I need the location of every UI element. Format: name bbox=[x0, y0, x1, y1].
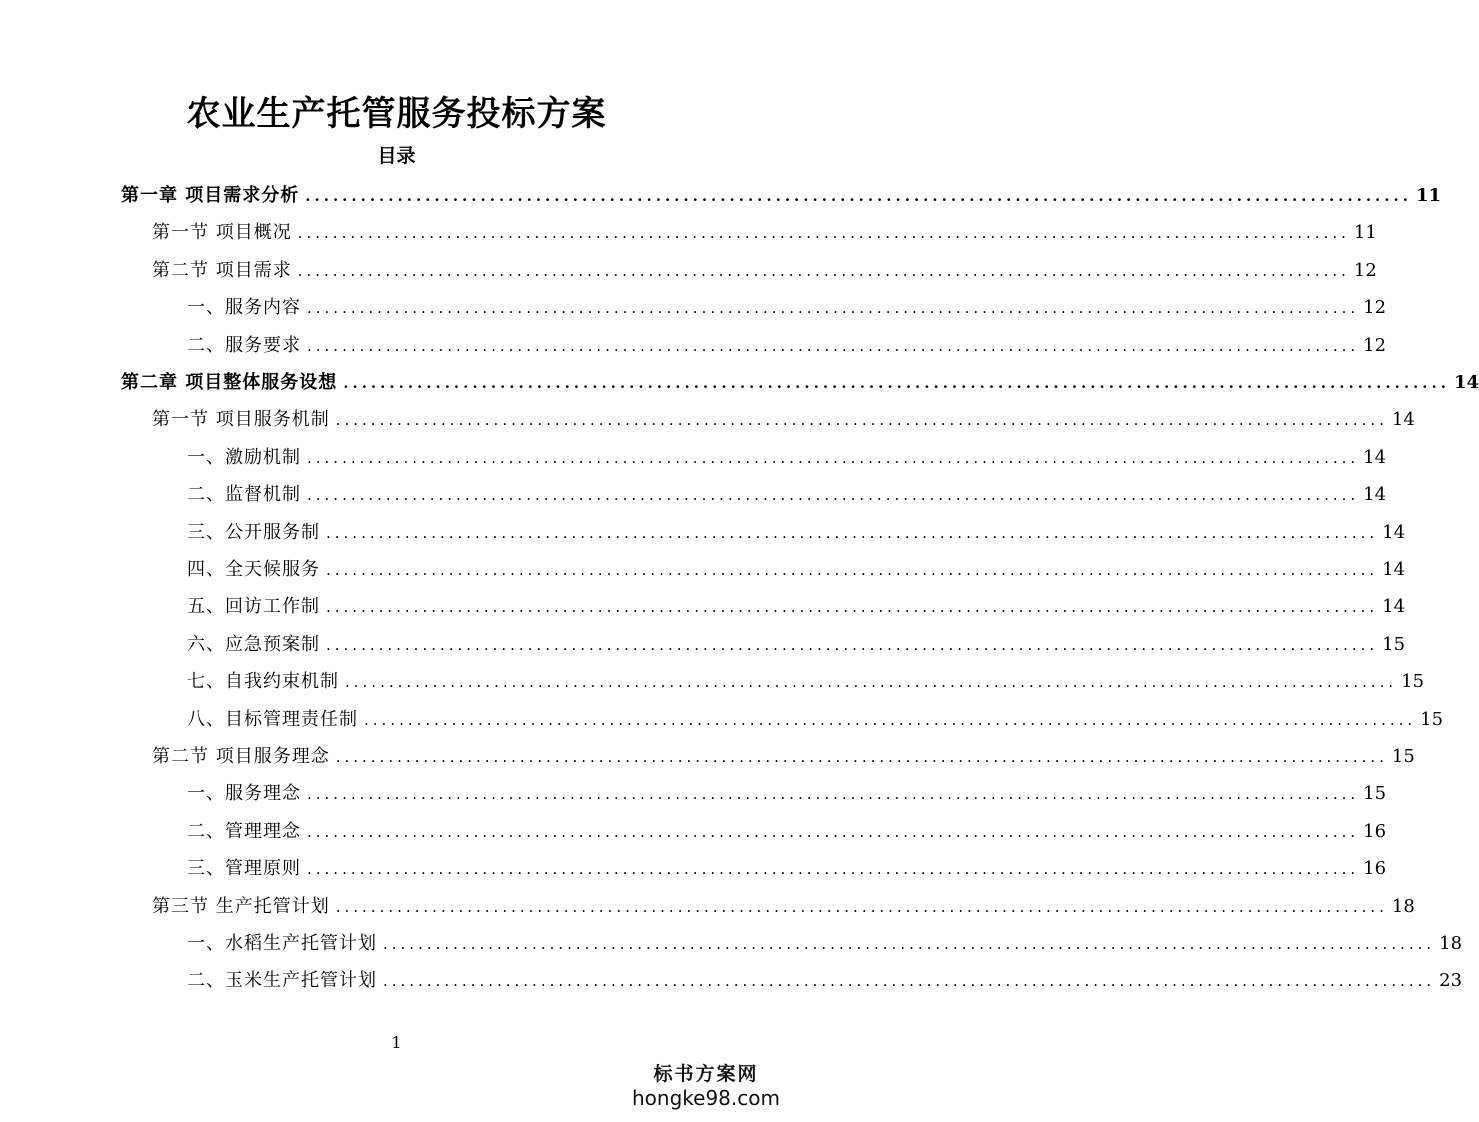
toc-entry[interactable] bbox=[187, 592, 1406, 622]
toc-entry-label: 二、管理理念 bbox=[187, 821, 301, 842]
toc-entry-label: 一、服务理念 bbox=[187, 783, 301, 804]
toc-entry[interactable] bbox=[152, 892, 1415, 922]
toc-dot-leader: ........................................................................................................................ bbox=[297, 224, 1350, 242]
toc-entry-label: 第一节 项目服务机制 bbox=[152, 409, 330, 430]
toc-entry-page: 16 bbox=[1363, 858, 1387, 879]
toc-dot-leader: ........................................................................................................................ bbox=[335, 748, 1388, 766]
toc-entry-label: 四、全天候服务 bbox=[187, 559, 320, 580]
document-title: 农业生产托管服务投标方案 bbox=[186, 94, 607, 134]
toc-dot-leader: ........................................................................................................................ bbox=[326, 524, 1379, 542]
site-watermark bbox=[631, 1062, 781, 1110]
toc-entry-page: 12 bbox=[1363, 335, 1387, 356]
toc-entry-page: 11 bbox=[1415, 185, 1442, 206]
toc-entry-label: 二、玉米生产托管计划 bbox=[187, 970, 377, 991]
page-number: 1 bbox=[391, 1033, 402, 1052]
toc-entry-page: 14 bbox=[1363, 484, 1387, 505]
toc-entry-label: 第三节 生产托管计划 bbox=[152, 896, 330, 917]
toc-entry-label: 第二节 项目需求 bbox=[152, 260, 292, 281]
watermark-url: hongke98.com bbox=[632, 1086, 780, 1110]
toc-entry[interactable] bbox=[187, 966, 1463, 996]
toc-entry-page: 16 bbox=[1363, 821, 1387, 842]
toc-entry-label: 五、回访工作制 bbox=[187, 596, 320, 617]
toc-entry-label: 一、激励机制 bbox=[187, 447, 301, 468]
toc-dot-leader: ........................................................................................................................ bbox=[305, 187, 1412, 205]
toc-entry-page: 18 bbox=[1391, 896, 1415, 917]
toc-dot-leader: ........................................................................................................................ bbox=[307, 785, 1360, 803]
toc-entry-page: 14 bbox=[1453, 372, 1479, 393]
toc-entry-label: 八、目标管理责任制 bbox=[187, 709, 358, 730]
toc-entry-page: 14 bbox=[1363, 447, 1387, 468]
toc-entry[interactable] bbox=[121, 181, 1442, 211]
toc-entry-label: 七、自我约束机制 bbox=[187, 671, 339, 692]
toc-dot-leader: ........................................................................................................................ bbox=[297, 262, 1350, 280]
toc-dot-leader: ........................................................................................................................ bbox=[307, 860, 1360, 878]
toc-entry-page: 15 bbox=[1363, 783, 1387, 804]
toc-dot-leader: ........................................................................................................................ bbox=[307, 823, 1360, 841]
toc-entry-label: 第二节 项目服务理念 bbox=[152, 746, 330, 767]
toc-entry[interactable] bbox=[187, 518, 1406, 548]
toc-dot-leader: ........................................................................................................................ bbox=[383, 972, 1436, 990]
toc-entry[interactable] bbox=[187, 555, 1406, 585]
toc-entry-page: 15 bbox=[1420, 709, 1444, 730]
toc-entry[interactable] bbox=[187, 705, 1444, 735]
toc-entry-page: 15 bbox=[1391, 746, 1415, 767]
toc-entry[interactable] bbox=[187, 630, 1406, 660]
toc-entry[interactable] bbox=[187, 854, 1387, 884]
toc-entry-label: 第二章 项目整体服务设想 bbox=[121, 372, 338, 393]
toc-entry-page: 15 bbox=[1401, 671, 1425, 692]
toc-entry-page: 12 bbox=[1363, 297, 1387, 318]
toc-entry-label: 六、应急预案制 bbox=[187, 634, 320, 655]
toc-entry[interactable] bbox=[187, 817, 1387, 847]
toc-entry-page: 14 bbox=[1382, 596, 1406, 617]
toc-entry-page: 23 bbox=[1439, 970, 1463, 991]
toc-dot-leader: ........................................................................................................................ bbox=[326, 636, 1379, 654]
toc-dot-leader: ........................................................................................................................ bbox=[307, 486, 1360, 504]
toc-entry[interactable] bbox=[152, 218, 1377, 248]
watermark-brand: 标书方案网 bbox=[653, 1063, 759, 1085]
toc-dot-leader: ........................................................................................................................ bbox=[307, 449, 1360, 467]
toc-entry-label: 一、服务内容 bbox=[187, 297, 301, 318]
toc-dot-leader: ........................................................................................................................ bbox=[364, 711, 1417, 729]
toc-entry[interactable] bbox=[187, 779, 1387, 809]
toc-dot-leader: ........................................................................................................................ bbox=[345, 673, 1398, 691]
toc-entry-page: 11 bbox=[1353, 222, 1377, 243]
toc-entry[interactable] bbox=[152, 256, 1377, 286]
toc-dot-leader: ........................................................................................................................ bbox=[307, 337, 1360, 355]
toc-dot-leader: ........................................................................................................................ bbox=[326, 598, 1379, 616]
toc-dot-leader: ........................................................................................................................ bbox=[335, 898, 1388, 916]
toc-entry-label: 第一章 项目需求分析 bbox=[121, 185, 300, 206]
toc-entry-label: 三、公开服务制 bbox=[187, 522, 320, 543]
toc-entry-label: 二、服务要求 bbox=[187, 335, 301, 356]
toc-dot-leader: ........................................................................................................................ bbox=[307, 299, 1360, 317]
toc-entry[interactable] bbox=[187, 331, 1387, 361]
toc-entry-page: 14 bbox=[1382, 559, 1406, 580]
toc-entry[interactable] bbox=[187, 443, 1387, 473]
toc-heading: 目录 bbox=[377, 145, 416, 167]
toc-entry-page: 14 bbox=[1391, 409, 1415, 430]
toc-entry-page: 12 bbox=[1353, 260, 1377, 281]
toc-entry[interactable] bbox=[121, 368, 1479, 398]
toc-dot-leader: ........................................................................................................................ bbox=[383, 935, 1436, 953]
toc-entry[interactable] bbox=[187, 293, 1387, 323]
toc-entry-label: 一、水稻生产托管计划 bbox=[187, 933, 377, 954]
toc-dot-leader: ........................................................................................................................ bbox=[343, 374, 1450, 392]
toc-entry-label: 二、监督机制 bbox=[187, 484, 301, 505]
toc-entry[interactable] bbox=[187, 480, 1387, 510]
toc-entry-page: 18 bbox=[1439, 933, 1463, 954]
toc-entry-page: 15 bbox=[1382, 634, 1406, 655]
toc-entry[interactable] bbox=[187, 929, 1463, 959]
toc-entry-page: 14 bbox=[1382, 522, 1406, 543]
toc-dot-leader: ........................................................................................................................ bbox=[335, 411, 1388, 429]
toc-dot-leader: ........................................................................................................................ bbox=[326, 561, 1379, 579]
toc-entry-label: 三、管理原则 bbox=[187, 858, 301, 879]
toc-entry[interactable] bbox=[152, 742, 1415, 772]
toc-entry[interactable] bbox=[187, 667, 1425, 697]
toc-entry-label: 第一节 项目概况 bbox=[152, 222, 292, 243]
toc-entry[interactable] bbox=[152, 405, 1415, 435]
